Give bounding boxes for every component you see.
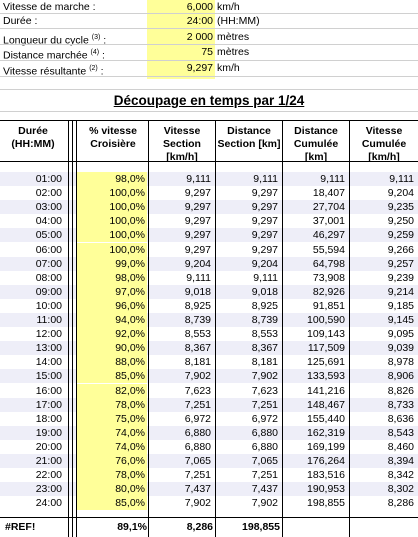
cell-vc[interactable]: 8,543 bbox=[387, 426, 414, 439]
table-row bbox=[0, 398, 418, 412]
cell-t[interactable]: 16:00 bbox=[35, 384, 62, 397]
cell-dc[interactable]: 27,704 bbox=[312, 201, 345, 214]
cell-dc[interactable]: 73,908 bbox=[312, 271, 345, 284]
cell-p[interactable]: 98,0% bbox=[77, 172, 147, 186]
table-title: Découpage en temps par 1/24 bbox=[113, 93, 305, 108]
cell-vc[interactable]: 9,095 bbox=[387, 328, 414, 341]
cell-t[interactable]: 19:00 bbox=[35, 426, 62, 439]
header-pct: % vitesse Croisière bbox=[89, 125, 137, 150]
cell-p[interactable]: 92,0% bbox=[77, 327, 147, 341]
cell-vs[interactable]: 9,018 bbox=[184, 285, 211, 298]
table-row bbox=[0, 355, 418, 369]
cell-dc[interactable]: 148,467 bbox=[307, 398, 345, 411]
table-row bbox=[0, 454, 418, 468]
cell-vc[interactable]: 9,145 bbox=[387, 314, 414, 326]
cell-p[interactable]: 98,0% bbox=[77, 271, 147, 285]
cell-dc[interactable]: 183,516 bbox=[307, 469, 345, 482]
cell-dc[interactable]: 37,001 bbox=[312, 215, 345, 228]
cell-vs[interactable]: 9,297 bbox=[184, 229, 211, 242]
cell-p[interactable]: 88,0% bbox=[77, 355, 147, 369]
cell-vs[interactable]: 8,181 bbox=[184, 356, 211, 369]
cell-p[interactable]: 100,0% bbox=[77, 186, 147, 200]
table-header bbox=[0, 120, 418, 162]
cell-vs[interactable]: 7,437 bbox=[184, 483, 211, 496]
cell-vc[interactable]: 9,239 bbox=[387, 271, 414, 284]
cell-t[interactable]: 04:00 bbox=[35, 215, 62, 228]
cell-vc[interactable]: 9,204 bbox=[387, 187, 414, 200]
table-row bbox=[0, 468, 418, 482]
cell-vc[interactable]: 9,185 bbox=[387, 299, 414, 312]
cell-vs[interactable]: 9,111 bbox=[186, 271, 211, 284]
cell-p[interactable]: 85,0% bbox=[77, 496, 147, 510]
cell-t[interactable]: 24:00 bbox=[35, 497, 62, 510]
cell-dc[interactable]: 55,594 bbox=[312, 243, 345, 256]
cell-p[interactable]: 97,0% bbox=[77, 285, 147, 299]
cell-t[interactable]: 08:00 bbox=[35, 271, 62, 284]
cell-p[interactable]: 99,0% bbox=[77, 257, 147, 271]
cell-ds[interactable]: 9,111 bbox=[253, 271, 278, 284]
cell-vc[interactable]: 8,286 bbox=[387, 497, 414, 510]
cell-t[interactable]: 21:00 bbox=[35, 455, 62, 467]
cell-dc[interactable]: 190,953 bbox=[307, 483, 345, 496]
cell-ds[interactable]: 9,297 bbox=[251, 201, 278, 214]
cell-vs[interactable]: 8,739 bbox=[184, 314, 211, 326]
cell-t[interactable]: 14:00 bbox=[35, 356, 62, 369]
table-row bbox=[0, 285, 418, 299]
footer-ref: #REF! bbox=[5, 521, 36, 533]
cell-vc[interactable]: 9,257 bbox=[387, 257, 414, 270]
cell-t[interactable]: 15:00 bbox=[35, 370, 62, 383]
cell-ds[interactable]: 7,251 bbox=[251, 469, 278, 482]
cell-p[interactable]: 100,0% bbox=[77, 200, 147, 214]
cell-t[interactable]: 20:00 bbox=[35, 440, 62, 453]
cell-vc[interactable]: 8,636 bbox=[387, 412, 414, 425]
cell-vc[interactable]: 9,259 bbox=[387, 229, 414, 242]
param-value-duration[interactable]: 24:00 bbox=[186, 15, 213, 27]
param-unit-duration: (HH:MM) bbox=[217, 15, 260, 27]
cell-vc[interactable]: 9,039 bbox=[387, 342, 414, 355]
table-row bbox=[0, 257, 418, 271]
cell-p[interactable]: 100,0% bbox=[77, 228, 147, 242]
cell-p[interactable]: 75,0% bbox=[77, 412, 147, 426]
table-row bbox=[0, 214, 418, 228]
cell-vs[interactable]: 7,251 bbox=[184, 469, 211, 482]
cell-vs[interactable]: 9,297 bbox=[184, 215, 211, 228]
cell-dc[interactable]: 9,111 bbox=[320, 173, 345, 185]
cell-vc[interactable]: 9,266 bbox=[387, 243, 414, 256]
table-row bbox=[0, 228, 418, 242]
cell-vs[interactable]: 8,367 bbox=[184, 342, 211, 355]
cell-vs[interactable]: 8,553 bbox=[184, 328, 211, 341]
cell-ds[interactable]: 7,251 bbox=[251, 398, 278, 411]
cell-ds[interactable]: 7,902 bbox=[251, 370, 278, 383]
cell-vs[interactable]: 9,111 bbox=[186, 173, 211, 185]
cell-ds[interactable]: 8,553 bbox=[251, 328, 278, 341]
param-unit-distance: mètres bbox=[217, 46, 250, 58]
table-row bbox=[0, 327, 418, 341]
cell-vs[interactable]: 9,204 bbox=[184, 257, 211, 270]
cell-dc[interactable]: 176,264 bbox=[307, 455, 345, 467]
data-table bbox=[0, 120, 418, 537]
cell-dc[interactable]: 141,216 bbox=[307, 384, 345, 397]
cell-t[interactable]: 13:00 bbox=[35, 342, 62, 355]
cell-ds[interactable]: 8,925 bbox=[251, 299, 278, 312]
cell-p[interactable]: 90,0% bbox=[77, 341, 147, 355]
table-row bbox=[0, 313, 418, 327]
cell-vc[interactable]: 9,235 bbox=[387, 201, 414, 214]
cell-ds[interactable]: 9,297 bbox=[251, 215, 278, 228]
cell-vc[interactable]: 9,250 bbox=[387, 215, 414, 228]
cell-p[interactable]: 74,0% bbox=[77, 440, 147, 454]
cell-ds[interactable]: 7,902 bbox=[251, 497, 278, 510]
header-vcum: Vitesse Cumulée [km/h] bbox=[361, 125, 407, 163]
cell-vs[interactable]: 7,902 bbox=[184, 370, 211, 383]
cell-t[interactable]: 10:00 bbox=[35, 299, 62, 312]
cell-ds[interactable]: 9,204 bbox=[251, 257, 278, 270]
cell-p[interactable]: 74,0% bbox=[77, 426, 147, 440]
cell-t[interactable]: 01:00 bbox=[35, 173, 62, 185]
cell-ds[interactable]: 9,018 bbox=[251, 285, 278, 298]
cell-vs[interactable]: 7,065 bbox=[184, 455, 211, 467]
table-row bbox=[0, 271, 418, 285]
cell-ds[interactable]: 9,297 bbox=[251, 243, 278, 256]
cell-t[interactable]: 05:00 bbox=[35, 229, 62, 242]
table-body bbox=[0, 172, 418, 512]
cell-ds[interactable]: 7,623 bbox=[251, 384, 278, 397]
cell-t[interactable]: 23:00 bbox=[35, 483, 62, 496]
header-dcum: Distance Cumulée [km] bbox=[293, 125, 339, 163]
table-footer bbox=[0, 517, 418, 537]
cell-ds[interactable]: 9,111 bbox=[253, 173, 278, 185]
header-dsec: Distance Section [km] bbox=[217, 125, 281, 150]
cell-p[interactable]: 100,0% bbox=[77, 243, 147, 257]
cell-ds[interactable]: 6,880 bbox=[251, 440, 278, 453]
cell-p[interactable]: 96,0% bbox=[77, 299, 147, 313]
cell-vc[interactable]: 8,978 bbox=[387, 356, 414, 369]
cell-p[interactable]: 76,0% bbox=[77, 454, 147, 468]
param-value-result: 9,297 bbox=[186, 62, 213, 74]
cell-dc[interactable]: 133,593 bbox=[307, 370, 345, 383]
header-vsec: Vitesse Section [km/h] bbox=[163, 125, 201, 163]
cell-ds[interactable]: 8,181 bbox=[251, 356, 278, 369]
param-unit-speed: km/h bbox=[217, 1, 240, 13]
cell-vc[interactable]: 8,460 bbox=[387, 440, 414, 453]
cell-p[interactable]: 80,0% bbox=[77, 482, 147, 496]
cell-t[interactable]: 06:00 bbox=[35, 243, 62, 256]
param-unit-cycle: mètres bbox=[217, 31, 250, 43]
table-row bbox=[0, 412, 418, 426]
table-row bbox=[0, 369, 418, 383]
cell-dc[interactable]: 100,590 bbox=[307, 314, 345, 326]
cell-ds[interactable]: 8,367 bbox=[251, 342, 278, 355]
cell-dc[interactable]: 82,926 bbox=[312, 285, 345, 298]
cell-t[interactable]: 22:00 bbox=[35, 469, 62, 482]
cell-p[interactable]: 100,0% bbox=[77, 214, 147, 228]
table-row bbox=[0, 384, 418, 398]
cell-t[interactable]: 17:00 bbox=[35, 398, 62, 411]
cell-t[interactable]: 11:00 bbox=[36, 314, 62, 326]
cell-vs[interactable]: 6,880 bbox=[184, 426, 211, 439]
cell-p[interactable]: 78,0% bbox=[77, 468, 147, 482]
cell-ds[interactable]: 7,437 bbox=[251, 483, 278, 496]
cell-t[interactable]: 18:00 bbox=[35, 412, 62, 425]
cell-t[interactable]: 07:00 bbox=[35, 257, 62, 270]
cell-ds[interactable]: 7,065 bbox=[251, 455, 278, 467]
cell-dc[interactable]: 18,407 bbox=[312, 187, 345, 200]
param-label-result: Vitesse résultante $^{(2)}$ : bbox=[3, 65, 104, 78]
cell-t[interactable]: 09:00 bbox=[35, 285, 62, 298]
cell-vs[interactable]: 9,297 bbox=[184, 201, 211, 214]
table-row bbox=[0, 200, 418, 214]
cell-dc[interactable]: 46,297 bbox=[312, 229, 345, 242]
cell-p[interactable]: 82,0% bbox=[77, 384, 147, 398]
table-row bbox=[0, 186, 418, 200]
cell-dc[interactable]: 169,199 bbox=[307, 440, 345, 453]
param-unit-result: km/h bbox=[217, 62, 240, 74]
param-label-speed: Vitesse de marche : bbox=[3, 1, 96, 13]
cell-ds[interactable]: 8,739 bbox=[251, 314, 278, 326]
table-row bbox=[0, 341, 418, 355]
cell-vc[interactable]: 8,394 bbox=[387, 455, 414, 467]
cell-vs[interactable]: 9,297 bbox=[184, 243, 211, 256]
cell-ds[interactable]: 9,297 bbox=[251, 187, 278, 200]
cell-vc[interactable]: 9,214 bbox=[387, 285, 414, 298]
cell-vc[interactable]: 8,733 bbox=[387, 398, 414, 411]
cell-vs[interactable]: 6,880 bbox=[184, 440, 211, 453]
table-row bbox=[0, 299, 418, 313]
cell-vs[interactable]: 8,925 bbox=[184, 299, 211, 312]
cell-dc[interactable]: 155,440 bbox=[307, 412, 345, 425]
header-duree: Durée (HH:MM) bbox=[11, 125, 55, 150]
cell-ds[interactable]: 6,972 bbox=[251, 412, 278, 425]
cell-vs[interactable]: 7,251 bbox=[184, 398, 211, 411]
table-row bbox=[0, 172, 418, 186]
cell-p[interactable]: 78,0% bbox=[77, 398, 147, 412]
cell-vs[interactable]: 9,297 bbox=[184, 187, 211, 200]
table-row bbox=[0, 440, 418, 454]
cell-vs[interactable]: 7,623 bbox=[184, 384, 211, 397]
cell-vc[interactable]: 8,906 bbox=[387, 370, 414, 383]
cell-dc[interactable]: 125,691 bbox=[307, 356, 345, 369]
table-row bbox=[0, 482, 418, 496]
cell-p[interactable]: 85,0% bbox=[77, 369, 147, 383]
param-value-cycle[interactable]: 2 000 bbox=[186, 31, 213, 43]
cell-p[interactable]: 94,0% bbox=[77, 313, 147, 327]
cell-vc[interactable]: 8,342 bbox=[387, 469, 414, 482]
cell-t[interactable]: 03:00 bbox=[35, 201, 62, 214]
cell-t[interactable]: 12:00 bbox=[35, 328, 62, 341]
cell-dc[interactable]: 64,798 bbox=[312, 257, 345, 270]
cell-vc[interactable]: 9,111 bbox=[389, 173, 414, 185]
table-row bbox=[0, 496, 418, 510]
footer-pct: 89,1% bbox=[117, 521, 147, 533]
cell-t[interactable]: 02:00 bbox=[35, 187, 62, 200]
cell-ds[interactable]: 6,880 bbox=[251, 426, 278, 439]
cell-ds[interactable]: 9,297 bbox=[251, 229, 278, 242]
cell-vc[interactable]: 8,302 bbox=[387, 483, 414, 496]
param-value-speed[interactable]: 6,000 bbox=[186, 1, 213, 13]
cell-dc[interactable]: 117,509 bbox=[307, 342, 345, 355]
cell-vs[interactable]: 7,902 bbox=[184, 497, 211, 510]
param-label-distance: Distance marchée $^{(4)}$ : bbox=[3, 49, 105, 62]
table-row bbox=[0, 426, 418, 440]
table-row bbox=[0, 243, 418, 257]
cell-dc[interactable]: 162,319 bbox=[307, 426, 345, 439]
cell-vs[interactable]: 6,972 bbox=[184, 412, 211, 425]
cell-dc[interactable]: 198,855 bbox=[307, 497, 345, 510]
param-label-duration: Durée : bbox=[3, 15, 38, 27]
footer-vsec: 8,286 bbox=[186, 521, 213, 533]
param-value-distance[interactable]: 75 bbox=[201, 46, 213, 58]
cell-dc[interactable]: 109,143 bbox=[307, 328, 345, 341]
cell-vc[interactable]: 8,826 bbox=[387, 384, 414, 397]
footer-dsec: 198,855 bbox=[242, 521, 280, 533]
param-label-cycle: Longueur du cycle $^{(3)}$ : bbox=[3, 34, 107, 47]
cell-dc[interactable]: 91,851 bbox=[312, 299, 345, 312]
